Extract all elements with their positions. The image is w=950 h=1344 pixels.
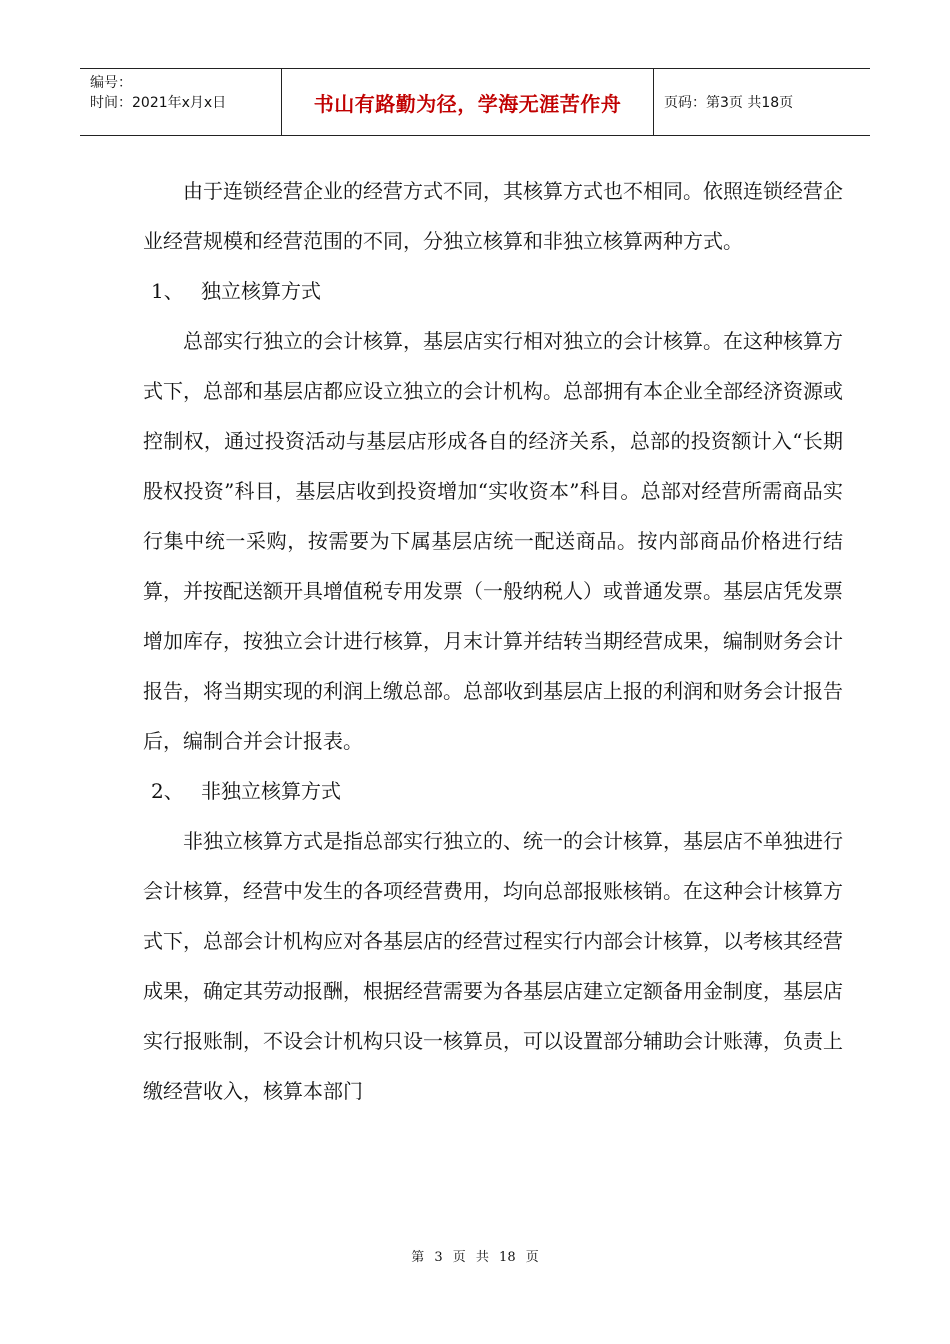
section-2-number: 2、	[151, 779, 184, 803]
header-page-info: 页码：第3页 共18页	[664, 95, 794, 111]
page-footer: 第 3 页 共 18 页	[411, 1250, 539, 1265]
header-motto-cell	[282, 69, 654, 135]
header-motto: 书山有路勤为径，学海无涯苦作舟	[313, 91, 622, 116]
section-2-title: 非独立核算方式	[201, 779, 341, 803]
header-page-cell	[654, 69, 870, 135]
section-1-heading	[143, 266, 843, 316]
intro-paragraph: 由于连锁经营企业的经营方式不同，其核算方式也不相同。依照连锁经营企业经营规模和经营范围的不同，分独立核算和非独立核算两种方式。	[143, 179, 843, 253]
section-2-heading	[143, 766, 843, 816]
header-left-cell	[80, 69, 282, 135]
document-number-label: 编号：	[90, 75, 132, 91]
document-body	[143, 166, 843, 1116]
header-table	[80, 68, 870, 136]
section-1-title: 独立核算方式	[201, 279, 321, 303]
document-date: 时间：2021年x月x日	[90, 95, 227, 111]
section-1-paragraph: 总部实行独立的会计核算，基层店实行相对独立的会计核算。在这种核算方式下，总部和基层店都应设立独立的会计机构。总部拥有本企业全部经济资源或控制权，通过投资活动与基层店形成各自的经济关系，总部的投资额计入“长期股权投资”科目，基层店收到投资增加“实收资本”科目。总部对经营所需商品实行集中统一采购，按需要为下属基层店统一配送商品。按内部商品价格进行结算，并按配送额开具增值税专用发票（一般纳税人）或普通发票。基层店凭发票增加库存，按独立会计进行核算，月末计算并结转当期经营成果，编制财务会计报告，将当期实现的利润上缴总部。总部收到基层店上报的利润和财务会计报告后，编制合并会计报表。	[143, 329, 843, 753]
section-2-paragraph: 非独立核算方式是指总部实行独立的、统一的会计核算，基层店不单独进行会计核算，经营中发生的各项经营费用，均向总部报账核销。在这种会计核算方式下，总部会计机构应对各基层店的经营过程实行内部会计核算，以考核其经营成果，确定其劳动报酬，根据经营需要为各基层店建立定额备用金制度，基层店实行报账制，不设会计机构只设一核算员，可以设置部分辅助会计账薄，负责上缴经营收入，核算本部门	[143, 829, 843, 1103]
section-1-number: 1、	[151, 279, 184, 303]
